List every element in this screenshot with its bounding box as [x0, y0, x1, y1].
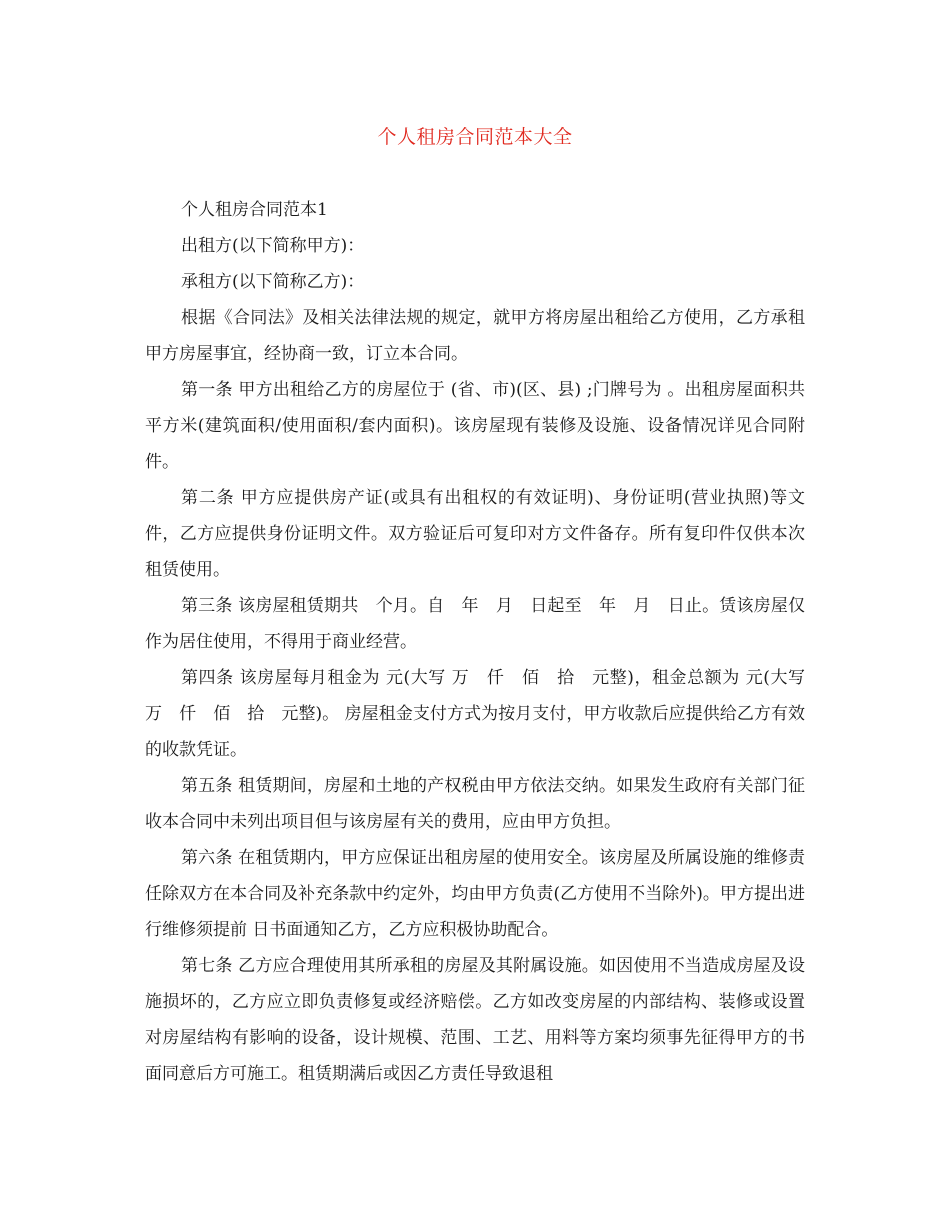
article-5: 第五条 租赁期间，房屋和土地的产权税由甲方依法交纳。如果发生政府有关部门征收本合同中未列出项目但与该房屋有关的费用，应由甲方负担。: [145, 776, 805, 832]
document-body: [145, 192, 811, 1092]
article-4: 第四条 该房屋每月租金为 元(大写 万 仟 佰 拾 元整)，租金总额为 元(大写 万 仟 佰 拾 元整)。 房屋租金支付方式为按月支付，甲方收款后应提供给乙方有效的收款凭证。: [145, 668, 811, 760]
section-heading: 个人租房合同范本1: [181, 200, 328, 220]
article-3: 第三条 该房屋租赁期共 个月。自 年 月 日起至 年 月 日止。赁该房屋仅作为居住使用，不得用于商业经营。: [145, 596, 805, 652]
article-1: 第一条 甲方出租给乙方的房屋位于 (省、市)(区、县) ;门牌号为 。出租房屋面积共 平方米(建筑面积/使用面积/套内面积)。该房屋现有装修及设施、设备情况详见合同附件。: [145, 380, 811, 472]
article-7: 第七条 乙方应合理使用其所承租的房屋及其附属设施。如因使用不当造成房屋及设施损坏的，乙方应立即负责修复或经济赔偿。乙方如改变房屋的内部结构、装修或设置对房屋结构有影响的设备，设计规模、范围、工艺、用料等方案均须事先征得甲方的书面同意后方可施工。租赁期满后或因乙方责任导致退租: [145, 956, 805, 1084]
preamble-paragraph: 根据《合同法》及相关法律法规的规定，就甲方将房屋出租给乙方使用，乙方承租甲方房屋事宜，经协商一致，订立本合同。: [145, 308, 805, 364]
lessor-line: 出租方(以下简称甲方)：: [181, 236, 365, 256]
article-2: 第二条 甲方应提供房产证(或具有出租权的有效证明)、身份证明(营业执照)等文件，乙方应提供身份证明文件。双方验证后可复印对方文件备存。所有复印件仅供本次租赁使用。: [145, 488, 805, 580]
document-title: 个人租房合同范本大全: [377, 126, 573, 148]
article-6: 第六条 在租赁期内，甲方应保证出租房屋的使用安全。该房屋及所属设施的维修责任除双方在本合同及补充条款中约定外，均由甲方负责(乙方使用不当除外)。甲方提出进行维修须提前 日书面通知乙方，乙方应积极协助配合。: [145, 848, 805, 940]
lessee-line: 承租方(以下简称乙方)：: [181, 272, 365, 292]
